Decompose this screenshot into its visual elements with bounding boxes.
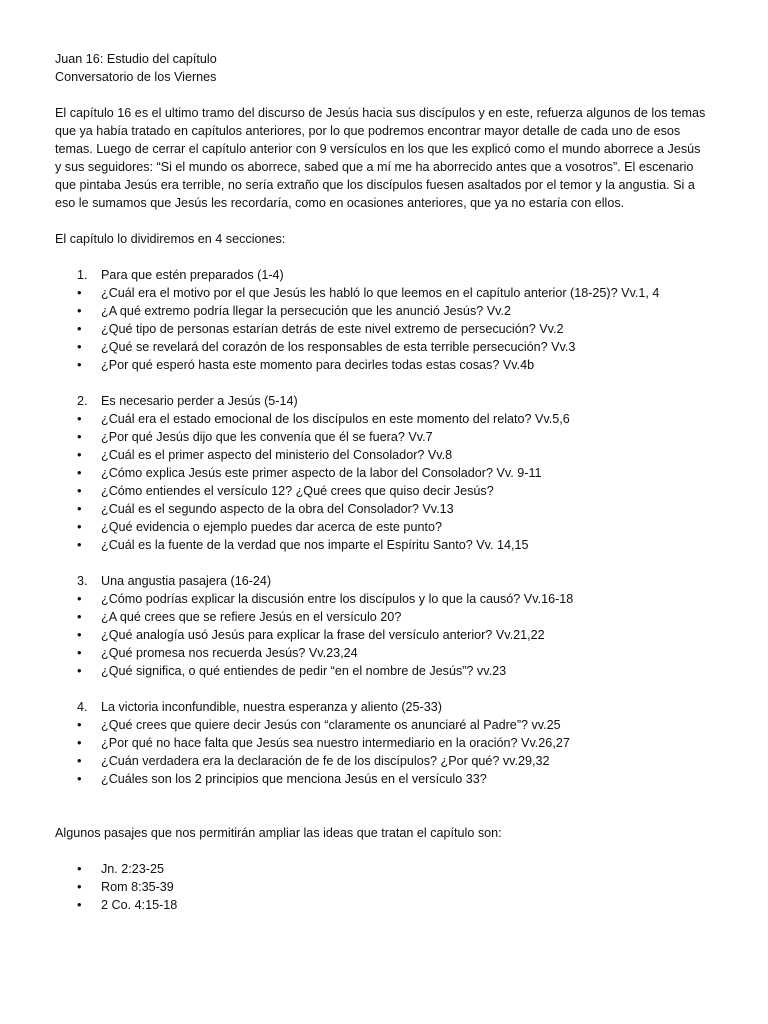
section-heading-text: Para que estén preparados (1-4) [101, 268, 284, 282]
question-item [55, 770, 725, 788]
bullet-icon: • [77, 465, 82, 480]
sections-intro: El capítulo lo dividiremos en 4 secciones: [55, 232, 286, 246]
reference-text: Jn. 2:23-25 [101, 862, 165, 876]
bullet-icon: • [77, 357, 82, 372]
bullet-icon: • [77, 519, 82, 534]
question-text: ¿Cómo explica Jesús este primer aspecto de la labor del Consolador? Vv. 9-11 [101, 466, 542, 480]
reference-text: 2 Co. 4:15-18 [101, 898, 178, 912]
document-subtitle: Conversatorio de los Viernes [55, 70, 217, 84]
bullet-icon: • [77, 735, 82, 750]
section-heading [55, 392, 725, 410]
question-text: ¿A qué extremo podría llegar la persecución que les anunció Jesús? Vv.2 [101, 304, 512, 318]
bullet-icon: • [77, 663, 82, 678]
bullet-icon: • [77, 447, 82, 462]
question-text: ¿Qué tipo de personas estarían detrás de este nivel extremo de persecución? Vv.2 [101, 322, 564, 336]
question-item [55, 644, 725, 662]
question-item [55, 716, 725, 734]
section-3 [55, 572, 725, 680]
question-item [55, 662, 725, 680]
question-item [55, 410, 725, 428]
question-item [55, 608, 725, 626]
question-text: ¿Cuál es el primer aspecto del ministerio del Consolador? Vv.8 [101, 448, 453, 462]
intro-paragraph [55, 104, 725, 212]
bullet-icon: • [77, 303, 82, 318]
bullet-icon: • [77, 429, 82, 444]
question-item [55, 482, 725, 500]
question-text: ¿Cuáles son los 2 principios que menciona Jesús en el versículo 33? [101, 772, 487, 786]
bullet-icon: • [77, 285, 82, 300]
question-text: ¿Cómo podrías explicar la discusión entre los discípulos y lo que la causó? Vv.16-18 [101, 592, 574, 606]
question-item [55, 536, 725, 554]
section-number: 4. [77, 700, 88, 714]
intro-line: temas. Luego de cerrar el capítulo anterior con 9 versículos en los que les explicó como el mundo aborrece a Jesús [55, 142, 701, 156]
question-text: ¿Por qué Jesús dijo que les convenía que él se fuera? Vv.7 [101, 430, 433, 444]
question-item [55, 338, 725, 356]
bullet-icon: • [77, 591, 82, 606]
question-text: ¿A qué crees que se refiere Jesús en el versículo 20? [101, 610, 402, 624]
section-4 [55, 698, 725, 788]
question-text: ¿Por qué esperó hasta este momento para decirles todas estas cosas? Vv.4b [101, 358, 535, 372]
reference-item [55, 878, 725, 896]
question-text: ¿Qué promesa nos recuerda Jesús? Vv.23,24 [101, 646, 358, 660]
bullet-icon: • [77, 483, 82, 498]
bullet-icon: • [77, 753, 82, 768]
question-text: ¿Cuál es el segundo aspecto de la obra del Consolador? Vv.13 [101, 502, 454, 516]
section-heading [55, 572, 725, 590]
question-text: ¿Cuál es la fuente de la verdad que nos imparte el Espíritu Santo? Vv. 14,15 [101, 538, 529, 552]
question-text: ¿Cuál era el motivo por el que Jesús les habló lo que leemos en el capítulo anterior (18-25)? Vv.1, 4 [101, 286, 660, 300]
question-text: ¿Cuán verdadera era la declaración de fe de los discípulos? ¿Por qué? vv.29,32 [101, 754, 550, 768]
section-heading-text: Es necesario perder a Jesús (5-14) [101, 394, 298, 408]
bullet-icon: • [77, 717, 82, 732]
question-item [55, 302, 725, 320]
reference-text: Rom 8:35-39 [101, 880, 174, 894]
question-text: ¿Qué se revelará del corazón de los responsables de esta terrible persecución? Vv.3 [101, 340, 576, 354]
question-text: ¿Qué significa, o qué entiendes de pedir “en el nombre de Jesús”? vv.23 [101, 664, 507, 678]
bullet-icon: • [77, 501, 82, 516]
section-heading [55, 698, 725, 716]
bullet-icon: • [77, 627, 82, 642]
intro-line: que ya había tratado en capítulos anteriores, por lo que podremos encontrar mayor detalle de cada uno de esos [55, 124, 681, 138]
bullet-icon: • [77, 321, 82, 336]
question-item [55, 752, 725, 770]
question-item [55, 464, 725, 482]
question-text: ¿Qué analogía usó Jesús para explicar la frase del versículo anterior? Vv.21,22 [101, 628, 545, 642]
bullet-icon: • [77, 879, 82, 894]
question-item [55, 590, 725, 608]
section-heading [55, 266, 725, 284]
bullet-icon: • [77, 645, 82, 660]
section-number: 3. [77, 574, 88, 588]
question-item [55, 626, 725, 644]
question-item [55, 446, 725, 464]
bullet-icon: • [77, 897, 82, 912]
reference-item [55, 860, 725, 878]
bullet-icon: • [77, 537, 82, 552]
question-text: ¿Cuál era el estado emocional de los discípulos en este momento del relato? Vv.5,6 [101, 412, 570, 426]
intro-line: que pintaba Jesús era terrible, no sería extraño que los discípulos fuesen asaltados por el temor y la angustia. Si a [55, 178, 695, 192]
section-2 [55, 392, 725, 554]
bullet-icon: • [77, 861, 82, 876]
document-page [55, 50, 725, 914]
question-item [55, 428, 725, 446]
question-item [55, 320, 725, 338]
references-intro: Algunos pasajes que nos permitirán ampliar las ideas que tratan el capítulo son: [55, 826, 502, 840]
question-item [55, 734, 725, 752]
question-text: ¿Cómo entiendes el versículo 12? ¿Qué crees que quiso decir Jesús? [101, 484, 494, 498]
document-title: Juan 16: Estudio del capítulo [55, 52, 217, 66]
question-text: ¿Qué crees que quiere decir Jesús con “claramente os anunciaré al Padre”? vv.25 [101, 718, 561, 732]
bullet-icon: • [77, 411, 82, 426]
question-item [55, 356, 725, 374]
references-list [55, 860, 725, 914]
intro-line: eso le sumamos que Jesús les recordaría, como en ocasiones anteriores, que ya no estaría con ellos. [55, 196, 625, 210]
reference-item [55, 896, 725, 914]
bullet-icon: • [77, 339, 82, 354]
question-item [55, 500, 725, 518]
section-number: 1. [77, 268, 88, 282]
section-1 [55, 266, 725, 374]
question-text: ¿Por qué no hace falta que Jesús sea nuestro intermediario en la oración? Vv.26,27 [101, 736, 570, 750]
question-item [55, 284, 725, 302]
question-item [55, 518, 725, 536]
intro-line: El capítulo 16 es el ultimo tramo del discurso de Jesús hacia sus discípulos y en este, refuerza algunos de los temas [55, 106, 706, 120]
section-number: 2. [77, 394, 88, 408]
section-heading-text: La victoria inconfundible, nuestra esperanza y aliento (25-33) [101, 700, 442, 714]
bullet-icon: • [77, 609, 82, 624]
intro-line: y sus seguidores: “Si el mundo os aborrece, sabed que a mí me ha aborrecido antes que a vosotros”. El escenario [55, 160, 694, 174]
question-text: ¿Qué evidencia o ejemplo puedes dar acerca de este punto? [101, 520, 442, 534]
bullet-icon: • [77, 771, 82, 786]
section-heading-text: Una angustia pasajera (16-24) [101, 574, 272, 588]
